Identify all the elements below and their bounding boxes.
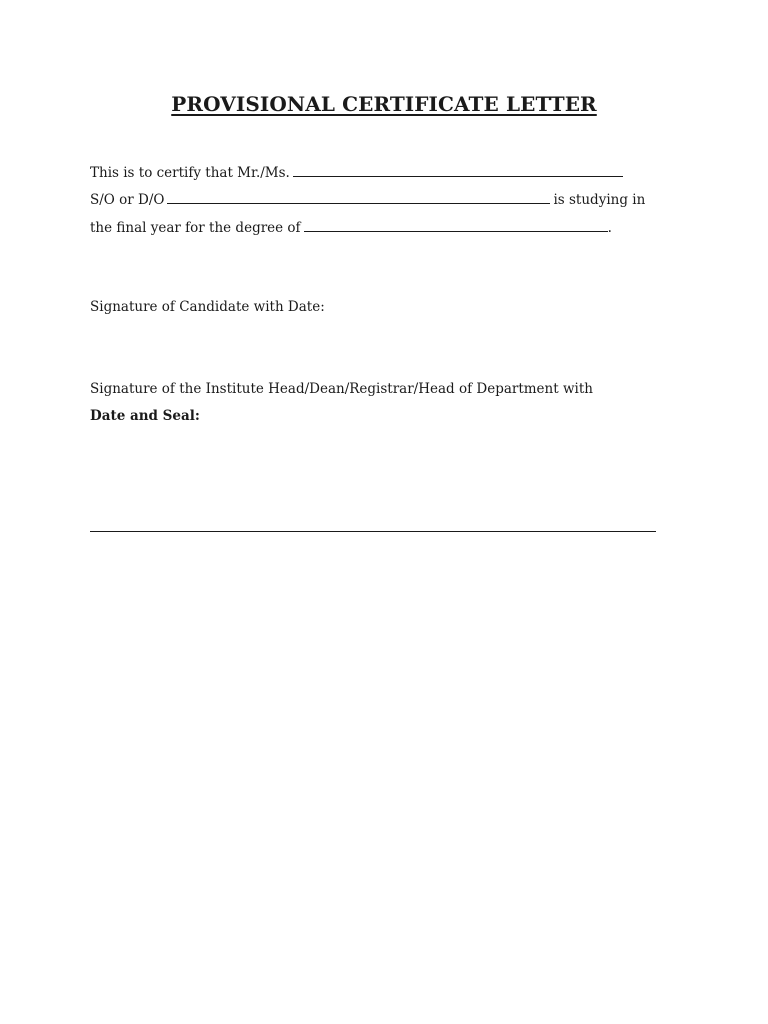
title-text: PROVISIONAL CERTIFICATE LETTER (171, 92, 597, 116)
page-title (0, 92, 768, 116)
parent-name-blank-field[interactable] (167, 189, 550, 204)
candidate-signature-label: Signature of Candidate with Date: (90, 299, 325, 315)
certify-text: This is to certify that Mr./Ms. (90, 165, 290, 181)
degree-suffix-text: . (607, 220, 612, 236)
parent-prefix-text: S/O or D/O (90, 192, 165, 208)
degree-line (90, 217, 612, 237)
institute-signature-label: Signature of the Institute Head/Dean/Registrar/Head of Department with (90, 381, 593, 397)
signature-rule (90, 531, 656, 532)
parent-suffix-text: is studying in (553, 192, 646, 208)
date-and-seal-label: Date and Seal: (90, 408, 200, 424)
certify-line (90, 162, 626, 182)
parent-line (90, 189, 645, 209)
name-blank-field[interactable] (293, 162, 623, 177)
degree-blank-field[interactable] (304, 217, 608, 232)
degree-prefix-text: the final year for the degree of (90, 220, 301, 236)
